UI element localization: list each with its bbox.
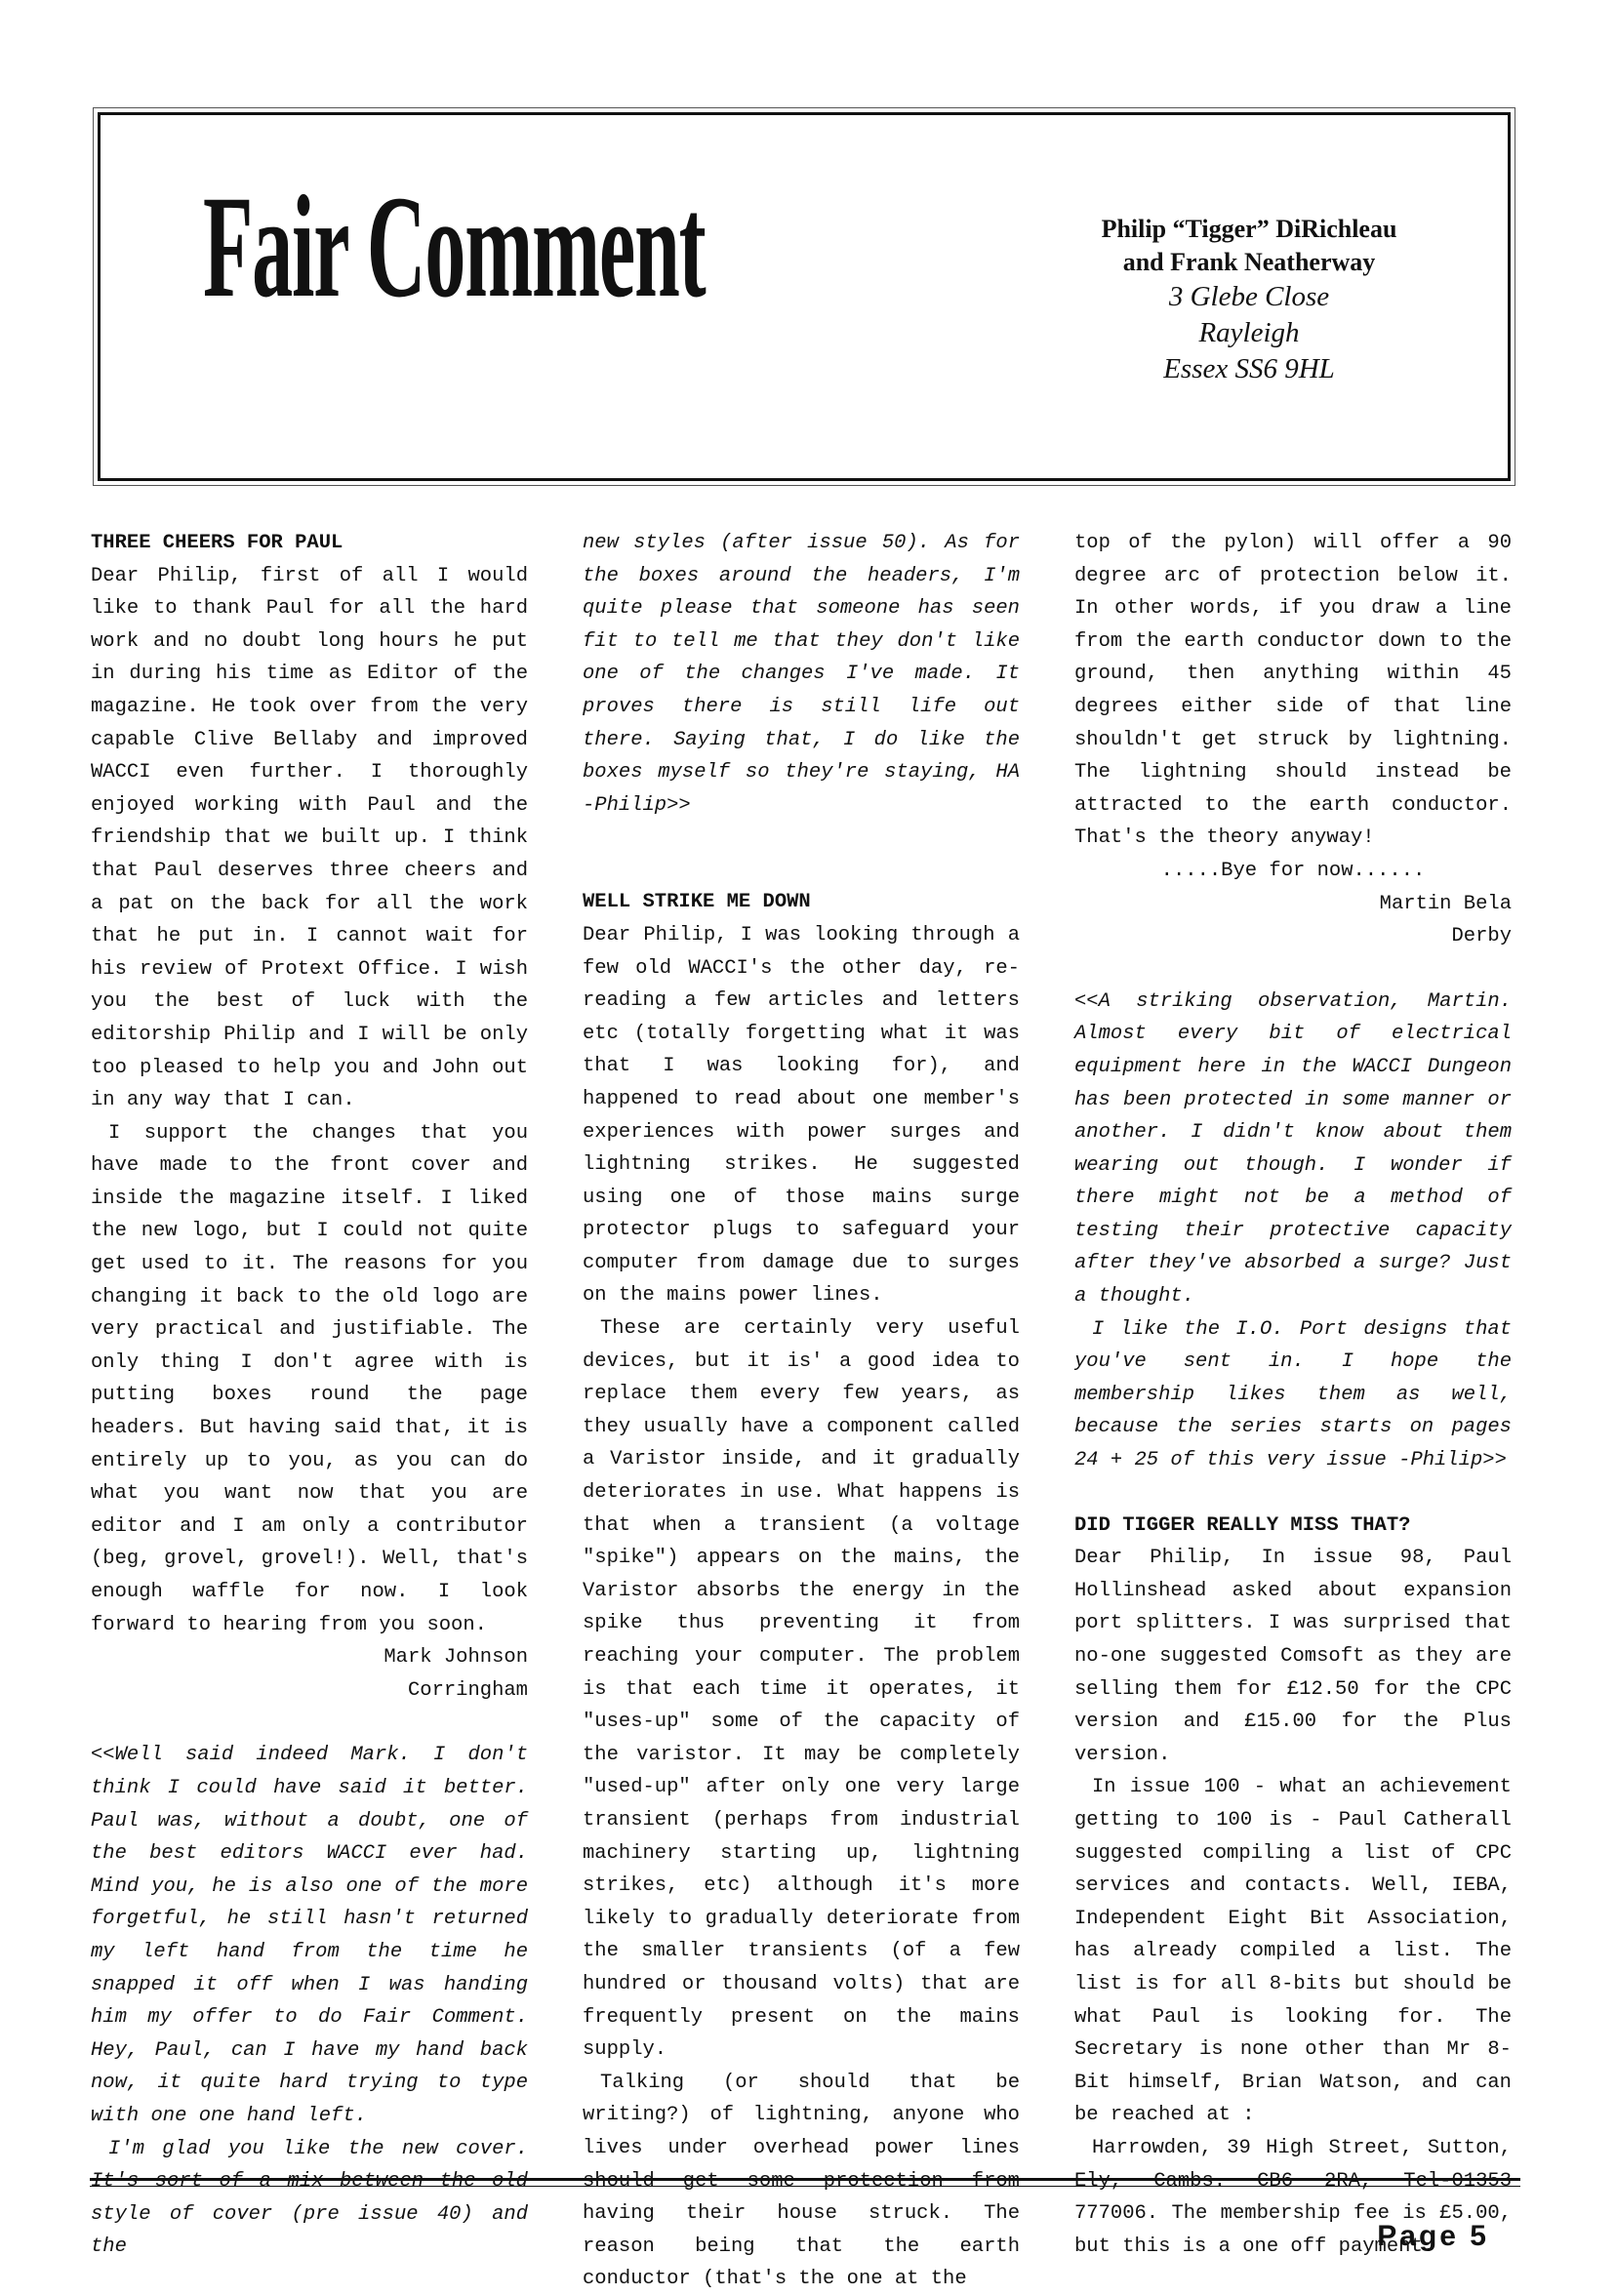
letter-paragraph: In issue 100 - what an achievement getting to 100 is - Paul Catherall suggested compiling a list of CPC services and contacts. Well, IEBA, Independent Eight Bit Association, has already compiled a list. The list is for all 8-bits but should be what Paul is looking for. The Secretary is none other than Mr 8-Bit himself, Brian Watson, and can be reached at : [1074, 1776, 1512, 2127]
letter-heading: DID TIGGER REALLY MISS THAT? [1074, 1513, 1411, 1537]
letter-paragraph: Talking (or should that be writing?) of lightning, anyone who lives under overhead power lines should get some protection from having their house struck. The reason being that the earth conductor (that's the one at the [583, 2071, 1020, 2291]
letter-paragraph: These are certainly very useful devices, but it is' a good idea to replace them every few years, as they usually have a component called a Varistor inside, and it gradually deteriorates in use. What happens is that when a transient (a voltage "spike") appears on the mains, the Varistor absorbs the energy in the spike thus preventing it from reaching your computer. The problem is that each time it operates, it "uses-up" some of the capacity of the varistor. It may be completely "used-up" after only one very large transient (perhaps from industrial machinery starting up, lightning strikes, etc) although it's more likely to gradually deteriorate from the smaller transients (of a few hundred or thousand volts) that are frequently present on the mains supply. [583, 1317, 1020, 2062]
letter-paragraph: I support the changes that you have made to the front cover and inside the magazine itself. I liked the new logo, but I could not quite get used to it. The reasons for you changing it back to the old logo are very practical and justifiable. The only thing I don't agree with is putting boxes round the page headers. But having said that, it is entirely up to you, as you can do what you want now that you are editor and I am only a contributor (beg, grovel, grovel!). Well, that's enough waffle for now. I look forward to hearing from you soon. [91, 1121, 528, 1636]
column-2 [583, 527, 1020, 2296]
column-3 [1074, 527, 1512, 2263]
contact-address [1059, 213, 1439, 387]
editor-reply: I'm glad you like the new cover. It's sort of a mix between the old style of cover (pre issue 40) and the [91, 2137, 528, 2259]
address-line: Essex SS6 9HL [1163, 353, 1335, 384]
letter-signature-name: Martin Bela [1379, 892, 1512, 915]
address-line: Philip “Tigger” DiRichleau [1101, 215, 1397, 243]
letter-paragraph: Dear Philip, In issue 98, Paul Hollinshead asked about expansion port splitters. I was surprised that no-one suggested Comsoft as they are selling them for £12.50 for the CPC version and £15.00 for the Plus version. [1074, 1547, 1512, 1766]
header-box [98, 112, 1511, 481]
masthead-title: Fair Comment [203, 166, 706, 328]
letter-paragraph: top of the pylon) will offer a 90 degree arc of protection below it. In other words, if you draw a line from the earth conductor down to the ground, then anything within 45 degrees either side of that line shouldn't get struck by lightning. The lightning should instead be attracted to the earth conductor. That's the theory anyway! [1074, 532, 1512, 850]
letter-heading: WELL STRIKE ME DOWN [583, 891, 811, 914]
column-1 [91, 527, 528, 2264]
address-line: and Frank Neatherway [1122, 248, 1376, 276]
letter-paragraph: Dear Philip, I was looking through a few old WACCI's the other day, re-reading a few articles and letters etc (totally forgetting what it was that I was looking for), and happened to read about one member's experiences with power surges and lightning strikes. He suggested using one of those mains surge protector plugs to safeguard your computer from damage due to surges on the mains power lines. [583, 923, 1020, 1308]
editor-reply: <<Well said indeed Mark. I don't think I could have said it better. Paul was, without a doubt, one of the best editors WACCI ever had. Mind you, he is also one of the more forgetful, he still hasn't returned my left hand from the time he snapped it off when I was handing him my offer to do Fair Comment. Hey, Paul, can I have my hand back now, it quite hard trying to type with one one hand left. [91, 1744, 528, 2127]
letter-signature-name: Mark Johnson [384, 1646, 528, 1670]
letter-paragraph: Harrowden, 39 High Street, Sutton, Ely, Cambs. CB6 2RA, Tel-01353 777006. The membership fee is £5.00, but this is a one off payment. [1074, 2136, 1512, 2258]
editor-reply: <<A striking observation, Martin. Almost every bit of electrical equipment here in the WACCI Dungeon has been protected in some manner or another. I didn't know about them wearing out though. I wonder if there might not be a method of testing their protective capacity after they've absorbed a surge? Just a thought. [1074, 989, 1512, 1309]
address-line: Rayleigh [1198, 317, 1300, 348]
letter-heading: THREE CHEERS FOR PAUL [91, 532, 343, 554]
letter-signature-town: Derby [1451, 925, 1512, 948]
letter-signoff: .....Bye for now...... [1160, 859, 1426, 882]
letter-signature-town: Corringham [407, 1678, 528, 1702]
footer-rule [90, 2178, 1520, 2181]
letter-paragraph: Dear Philip, first of all I would like to thank Paul for all the hard work and no doubt long hours he put in during his time as Editor of the magazine. He took over from the very capable Clive Bellaby and improved WACCI even further. I thoroughly enjoyed working with Paul and the friendship that we built up. I think that Paul deserves three cheers and a pat on the back for all the work that he put in. I cannot wait for his review of Protext Office. I wish you the best of luck with the editorship Philip and I will be only too pleased to help you and John out in any way that I can. [91, 564, 528, 1112]
address-line: 3 Glebe Close [1168, 281, 1330, 312]
footer-rule-thin [90, 2186, 1520, 2187]
page-number: Page 5 [1377, 2220, 1489, 2252]
editor-reply: I like the I.O. Port designs that you've sent in. I hope the membership likes them as well, because the series starts on pages 24 + 25 of this very issue -Philip>> [1074, 1317, 1512, 1472]
editor-reply: new styles (after issue 50). As for the boxes around the headers, I'm quite please that someone has seen fit to tell me that they don't like one of the changes I've made. It proves there is still life out there. Saying that, I do like the boxes myself so they're staying, HA -Philip>> [583, 532, 1020, 817]
